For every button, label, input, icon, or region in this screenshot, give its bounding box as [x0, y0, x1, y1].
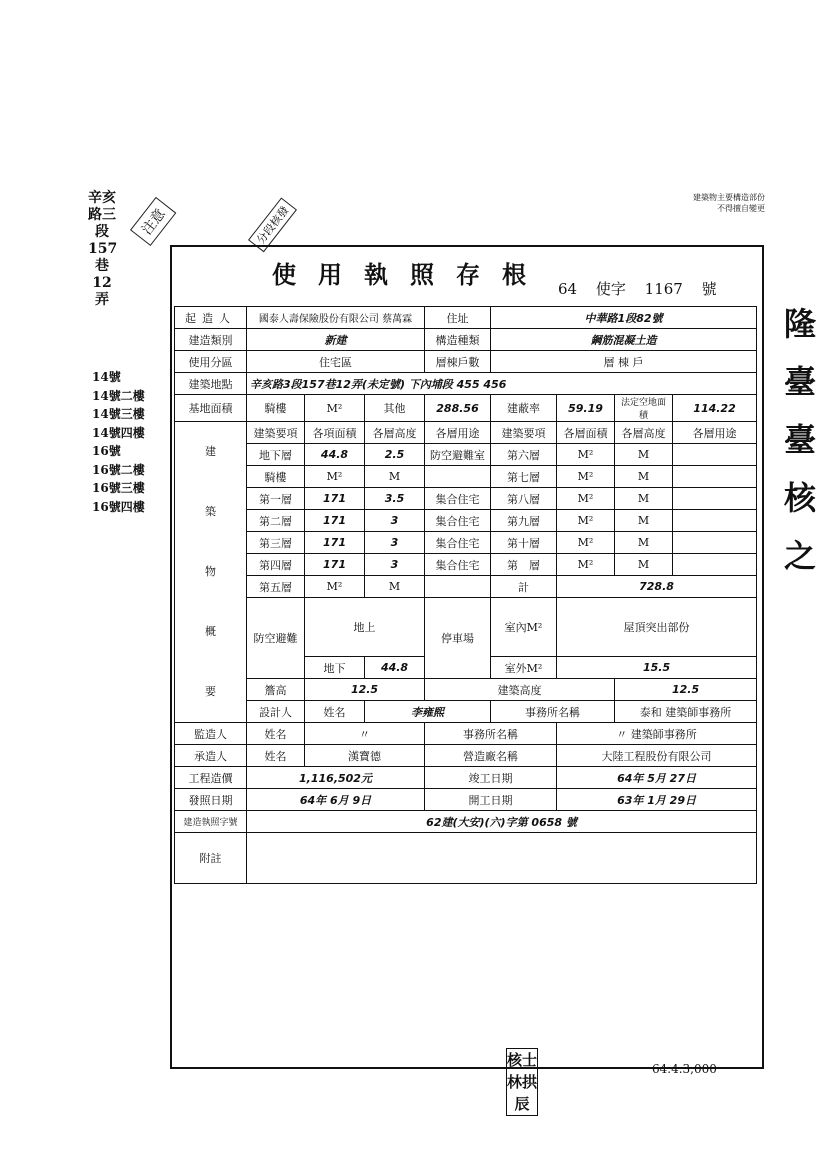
segment-stamp: 分段核發	[248, 197, 297, 252]
side-unit-item: 14號四樓	[92, 425, 145, 440]
structure-label: 構造種類	[425, 329, 491, 351]
floor-name: 第四層	[247, 554, 305, 576]
name-label: 姓名	[247, 745, 305, 767]
edge-char: 臺	[783, 363, 816, 401]
side-unit-item: 14號	[92, 370, 121, 384]
side-unit-item: 16號三樓	[92, 481, 145, 495]
side-unit-item: 16號二樓	[92, 462, 145, 477]
eave-value: 12.5	[305, 679, 425, 701]
table-row	[175, 329, 757, 351]
supervisor-value: 〃	[305, 723, 425, 745]
site-value: 辛亥路3段157巷12弄(未定號) 下內埔段 455 456	[247, 373, 757, 395]
floor-use: 集合住宅	[425, 510, 491, 532]
floors-label: 層棟戶數	[425, 351, 491, 373]
address-value: 中華路1段82號	[491, 307, 757, 329]
unit: M²	[557, 554, 615, 576]
designer-value: 李雍熙	[365, 701, 491, 723]
unit: M	[615, 554, 673, 576]
empty-cell	[673, 554, 757, 576]
table-row	[175, 598, 757, 657]
coverage-label: 建蔽率	[491, 395, 557, 422]
area-label: 基地面積	[175, 395, 247, 422]
permit-value: 62建(大安)(六)字第 0658 號	[247, 811, 757, 833]
unit: M²	[305, 466, 365, 488]
cost-value: 1,116,502元	[247, 767, 425, 789]
side-unit-item: 14號三樓	[92, 407, 145, 421]
table-row	[175, 351, 757, 373]
col-header: 各項面積	[305, 422, 365, 444]
floor-name: 第一層	[247, 488, 305, 510]
unit: M	[615, 466, 673, 488]
other-value: 288.56	[425, 395, 491, 422]
empty-cell	[673, 466, 757, 488]
unit: M²	[557, 510, 615, 532]
eave-label: 簷高	[247, 679, 305, 701]
doc-number-value: 1167	[644, 280, 683, 298]
air-raid-label: 防空避難	[247, 598, 305, 679]
table-row	[175, 395, 757, 422]
table-row	[175, 373, 757, 395]
doc-suffix: 號	[701, 280, 717, 298]
floor-name-right: 第七層	[491, 466, 557, 488]
note-value	[247, 833, 757, 884]
roof-label: 屋頂突出部份	[557, 598, 757, 657]
site-label: 建築地點	[175, 373, 247, 395]
side-address-stamp: 辛亥路三段157巷12弄	[88, 190, 118, 308]
start-label: 開工日期	[425, 789, 557, 811]
side-unit-item: 16號	[92, 444, 121, 458]
complete-label: 竣工日期	[425, 767, 557, 789]
office-label: 事務所名稱	[491, 701, 615, 723]
floor-name: 第五層	[247, 576, 305, 598]
side-char: 築	[205, 505, 216, 518]
unit: M	[365, 576, 425, 598]
owner-name: 國泰人壽保險股份有限公司 蔡萬霖	[247, 307, 425, 329]
table-row	[175, 444, 757, 466]
approval-stamp: 核士林拱辰	[506, 1048, 538, 1116]
floor-name-right: 第六層	[491, 444, 557, 466]
name-label: 姓名	[305, 701, 365, 723]
floor-name: 騎樓	[247, 466, 305, 488]
bheight-label: 建築高度	[425, 679, 615, 701]
floor-use	[425, 576, 491, 598]
col-header: 建築要項	[247, 422, 305, 444]
col-header: 各層面積	[557, 422, 615, 444]
col-header: 各層用途	[425, 422, 491, 444]
above-label: 地上	[305, 598, 425, 657]
supervisor-office: 〃 建築師事務所	[557, 723, 757, 745]
parking-indoor: 室內M²	[491, 598, 557, 657]
legal-area-label: 法定空地面積	[615, 395, 673, 422]
name-label: 姓名	[247, 723, 305, 745]
designer-office: 泰和 建築師事務所	[615, 701, 757, 723]
floor-name-right: 第九層	[491, 510, 557, 532]
floor-name-right: 第 層	[491, 554, 557, 576]
structure-value: 鋼筋混凝土造	[491, 329, 757, 351]
empty-cell	[673, 532, 757, 554]
unit: M	[365, 466, 425, 488]
contractor-label: 承造人	[175, 745, 247, 767]
top-right-notes	[540, 192, 765, 214]
supervisor-label: 監造人	[175, 723, 247, 745]
issue-label: 發照日期	[175, 789, 247, 811]
permit-form-table	[174, 306, 757, 884]
floor-height: 2.5	[365, 444, 425, 466]
edge-char: 臺	[783, 421, 816, 459]
unit: M	[615, 510, 673, 532]
table-row	[175, 811, 757, 833]
cost-label: 工程造價	[175, 767, 247, 789]
floor-name-right: 第十層	[491, 532, 557, 554]
table-row	[175, 745, 757, 767]
start-value: 63年 1月 29日	[557, 789, 757, 811]
side-char: 物	[205, 565, 216, 578]
unit: M	[615, 532, 673, 554]
table-row	[175, 422, 757, 444]
table-row	[175, 679, 757, 701]
legal-area-value: 114.22	[673, 395, 757, 422]
side-unit-list	[92, 368, 145, 516]
table-row	[175, 701, 757, 723]
floor-height: 3	[365, 510, 425, 532]
doc-year: 64	[558, 280, 578, 298]
document-number	[558, 278, 731, 299]
unit: M²	[557, 466, 615, 488]
empty-cell	[673, 488, 757, 510]
side-unit-item: 14號二樓	[92, 388, 145, 403]
right-edge-stamp	[775, 295, 825, 585]
total-area: 728.8	[557, 576, 757, 598]
floor-area: 171	[305, 510, 365, 532]
edge-char: 隆	[783, 305, 816, 343]
unit: M²	[557, 444, 615, 466]
floor-use: 集合住宅	[425, 554, 491, 576]
table-row	[175, 554, 757, 576]
empty-cell	[673, 444, 757, 466]
floor-use	[425, 466, 491, 488]
building-type-label: 建造類別	[175, 329, 247, 351]
doc-type: 使字	[595, 280, 626, 298]
unit: M	[615, 488, 673, 510]
floor-height: 3	[365, 532, 425, 554]
floor-area: 171	[305, 488, 365, 510]
unit: M²	[557, 532, 615, 554]
side-column	[175, 422, 247, 723]
address-label: 住址	[425, 307, 491, 329]
unit: M²	[557, 488, 615, 510]
floor-area: 171	[305, 554, 365, 576]
col-header: 各層高度	[615, 422, 673, 444]
table-row	[175, 833, 757, 884]
designer-label: 設計人	[247, 701, 305, 723]
below-value: 44.8	[365, 657, 425, 679]
zone-label: 使用分區	[175, 351, 247, 373]
note-line: 建築物主要構造部份	[693, 193, 765, 202]
floor-use: 集合住宅	[425, 532, 491, 554]
note-label: 附註	[175, 833, 247, 884]
floor-use: 防空避難室	[425, 444, 491, 466]
note-line: 不得擅自變更	[717, 204, 765, 213]
building-type-value: 新建	[247, 329, 425, 351]
firm-label: 營造廠名稱	[425, 745, 557, 767]
total-label: 計	[491, 576, 557, 598]
unit: M	[615, 444, 673, 466]
table-row	[175, 466, 757, 488]
arcade-label: 騎樓	[247, 395, 305, 422]
firm-value: 大陸工程股份有限公司	[557, 745, 757, 767]
coverage-value: 59.19	[557, 395, 615, 422]
form-title: 使用執照存根	[272, 260, 548, 289]
floor-area: 171	[305, 532, 365, 554]
side-char: 概	[205, 625, 216, 638]
parking-label: 停車場	[425, 598, 491, 679]
floor-name-right: 第八層	[491, 488, 557, 510]
below-label: 地下	[305, 657, 365, 679]
print-number: 64.4.3,000	[652, 1062, 717, 1076]
unit: M²	[305, 576, 365, 598]
side-char: 建	[205, 445, 216, 458]
col-header: 建築要項	[491, 422, 557, 444]
col-header: 各層用途	[673, 422, 757, 444]
table-row	[175, 767, 757, 789]
empty-cell	[673, 510, 757, 532]
parking-outdoor: 室外M²	[491, 657, 557, 679]
side-char: 要	[205, 685, 216, 698]
floor-area: 44.8	[305, 444, 365, 466]
floor-name: 地下層	[247, 444, 305, 466]
edge-char: 核	[783, 479, 816, 517]
floors-value: 層 棟 戶	[491, 351, 757, 373]
notice-stamp: 注意	[130, 197, 176, 246]
permit-label: 建造執照字號	[175, 811, 247, 833]
edge-char: 之	[783, 537, 816, 575]
arcade-unit: M²	[305, 395, 365, 422]
owner-label: 起造人	[175, 307, 247, 329]
table-row	[175, 532, 757, 554]
zone-value: 住宅區	[247, 351, 425, 373]
contractor-value: 漢寶德	[305, 745, 425, 767]
complete-value: 64年 5月 27日	[557, 767, 757, 789]
bheight-value: 12.5	[615, 679, 757, 701]
table-row	[175, 723, 757, 745]
floor-name: 第三層	[247, 532, 305, 554]
table-row	[175, 488, 757, 510]
col-header: 各層高度	[365, 422, 425, 444]
floor-name: 第二層	[247, 510, 305, 532]
floor-height: 3	[365, 554, 425, 576]
table-row	[175, 789, 757, 811]
office-label: 事務所名稱	[425, 723, 557, 745]
roof-value: 15.5	[557, 657, 757, 679]
floor-use: 集合住宅	[425, 488, 491, 510]
issue-value: 64年 6月 9日	[247, 789, 425, 811]
table-row	[175, 510, 757, 532]
table-row	[175, 576, 757, 598]
floor-height: 3.5	[365, 488, 425, 510]
side-unit-item: 16號四樓	[92, 499, 145, 514]
other-label: 其他	[365, 395, 425, 422]
